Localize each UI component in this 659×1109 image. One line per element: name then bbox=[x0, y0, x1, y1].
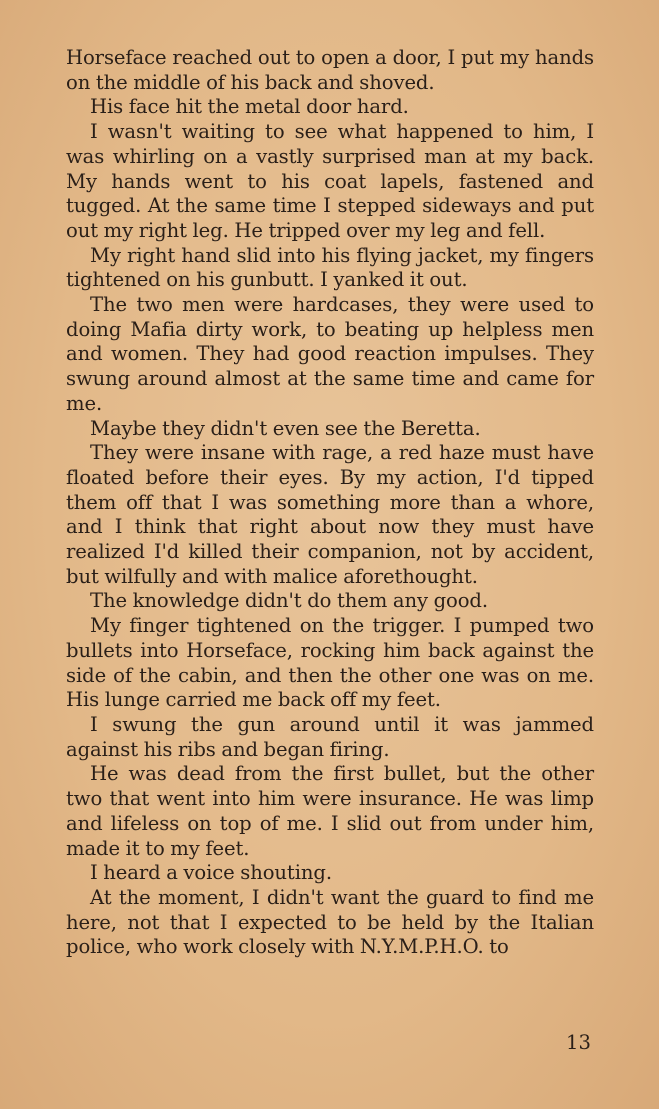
page-text bbox=[66, 46, 594, 960]
paragraph-6: Maybe they didn't even see the Beretta. bbox=[90, 416, 481, 440]
paragraph-7: They were insane with rage, a red haze must have floated before their eyes. By my action, I'd tipped them off that I was something more than a whore, and I think that right about now they must have realized I'd killed their companion, not by accident, but wilfully and with malice aforethought. bbox=[66, 441, 594, 588]
paragraph-2: His face hit the metal door hard. bbox=[90, 95, 409, 119]
paragraph-9: My finger tightened on the trigger. I pumped two bullets into Horseface, rocking him back against the side of the cabin, and then the other one was on me. His lunge carried me back off my feet. bbox=[66, 614, 594, 712]
paragraph-3: I wasn't waiting to see what happened to him, I was whirling on a vastly surprised man at my back. My hands went to his coat lapels, fastened and tugged. At the same time I stepped sideways and put out my right leg. He tripped over my leg and fell. bbox=[66, 120, 594, 242]
paragraph-1: Horseface reached out to open a door, I put my hands on the middle of his back and shoved. bbox=[66, 46, 594, 94]
paragraph-10: I swung the gun around until it was jammed against his ribs and began firing. bbox=[66, 712, 594, 761]
paragraph-12: I heard a voice shouting. bbox=[90, 861, 332, 885]
paragraph-13: At the moment, I didn't want the guard to find me here, not that I expected to be held by the Italian police, who work closely with N.Y.M.P.H.O. to bbox=[66, 885, 594, 959]
paragraph-8: The knowledge didn't do them any good. bbox=[90, 589, 488, 613]
paragraph-11: He was dead from the first bullet, but the other two that went into him were insurance. He was limp and lifeless on top of me. I slid out from under him, made it to my feet. bbox=[66, 762, 594, 860]
paragraph-4: My right hand slid into his flying jacket, my fingers tightened on his gunbutt. I yanked it out. bbox=[66, 243, 594, 292]
paragraph-5: The two men were hardcases, they were used to doing Mafia dirty work, to beating up helpless men and women. They had good reaction impulses. They swung around almost at the same time and came for me. bbox=[66, 293, 594, 415]
page-number: 13 bbox=[566, 1031, 591, 1054]
